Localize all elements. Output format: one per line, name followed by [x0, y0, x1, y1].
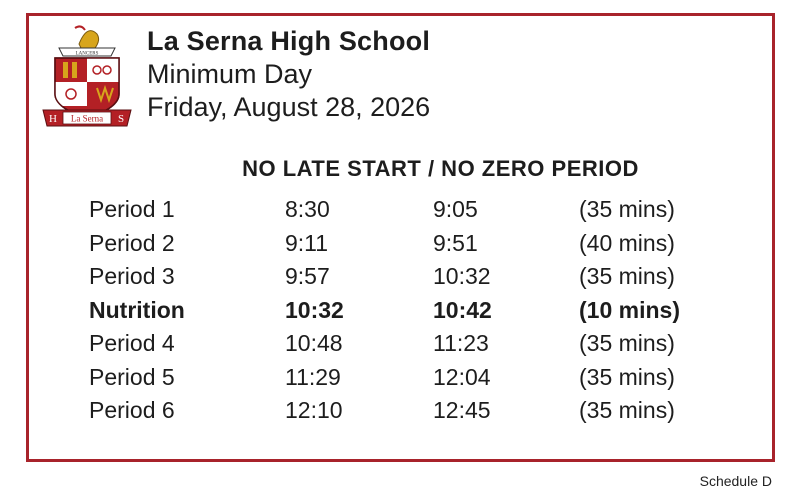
schedule-row [89, 294, 729, 328]
period-name: Period 4 [89, 330, 175, 356]
start-time: 12:10 [285, 397, 343, 423]
end-time: 10:42 [433, 296, 492, 323]
period-name: Period 5 [89, 363, 175, 390]
period-name: Period 6 [89, 397, 175, 423]
duration: (35 mins) [579, 397, 675, 423]
day-type: Minimum Day [147, 59, 313, 89]
school-crest-logo [41, 22, 133, 134]
end-time: 12:45 [433, 397, 491, 423]
school-name: La Serna High School [147, 26, 431, 56]
schedule-row [89, 193, 729, 227]
schedule-row [89, 361, 729, 395]
schedule-row [89, 260, 729, 294]
start-time: 8:30 [285, 196, 330, 222]
start-time: 10:32 [285, 296, 344, 323]
end-time: 9:51 [433, 229, 478, 256]
crest-right-letter: S [117, 113, 125, 125]
period-name: Period 2 [89, 229, 175, 256]
end-time: 11:23 [433, 330, 489, 356]
schedule-row [89, 394, 729, 428]
crest-motto-text: La Serna [70, 113, 104, 124]
header [147, 24, 430, 124]
duration: (35 mins) [579, 196, 675, 222]
schedule-label: Schedule D [699, 473, 772, 489]
start-time: 10:48 [285, 330, 343, 356]
period-name: Period 1 [89, 196, 175, 222]
schedule-card [26, 13, 775, 462]
end-time: 12:04 [433, 363, 491, 390]
schedule-title-text: NO LATE START / NO ZERO PERIOD [242, 156, 639, 181]
end-time: 9:05 [433, 196, 478, 222]
schedule-row [89, 327, 729, 361]
duration: (35 mins) [579, 330, 675, 356]
duration: (35 mins) [579, 363, 675, 390]
schedule-table [89, 193, 729, 428]
duration: (35 mins) [579, 263, 675, 289]
duration: (10 mins) [579, 296, 680, 323]
crest-left-letter: H [49, 113, 57, 125]
schedule-row [89, 227, 729, 261]
schedule-title [29, 156, 772, 182]
period-name: Period 3 [89, 263, 175, 289]
schedule-date: Friday, August 28, 2026 [147, 92, 431, 122]
start-time: 9:57 [285, 263, 330, 289]
crest-banner-text: LANCERS [75, 51, 99, 57]
end-time: 10:32 [433, 263, 491, 289]
duration: (40 mins) [579, 229, 675, 256]
period-name: Nutrition [89, 296, 185, 323]
start-time: 11:29 [285, 363, 341, 390]
start-time: 9:11 [285, 229, 329, 256]
